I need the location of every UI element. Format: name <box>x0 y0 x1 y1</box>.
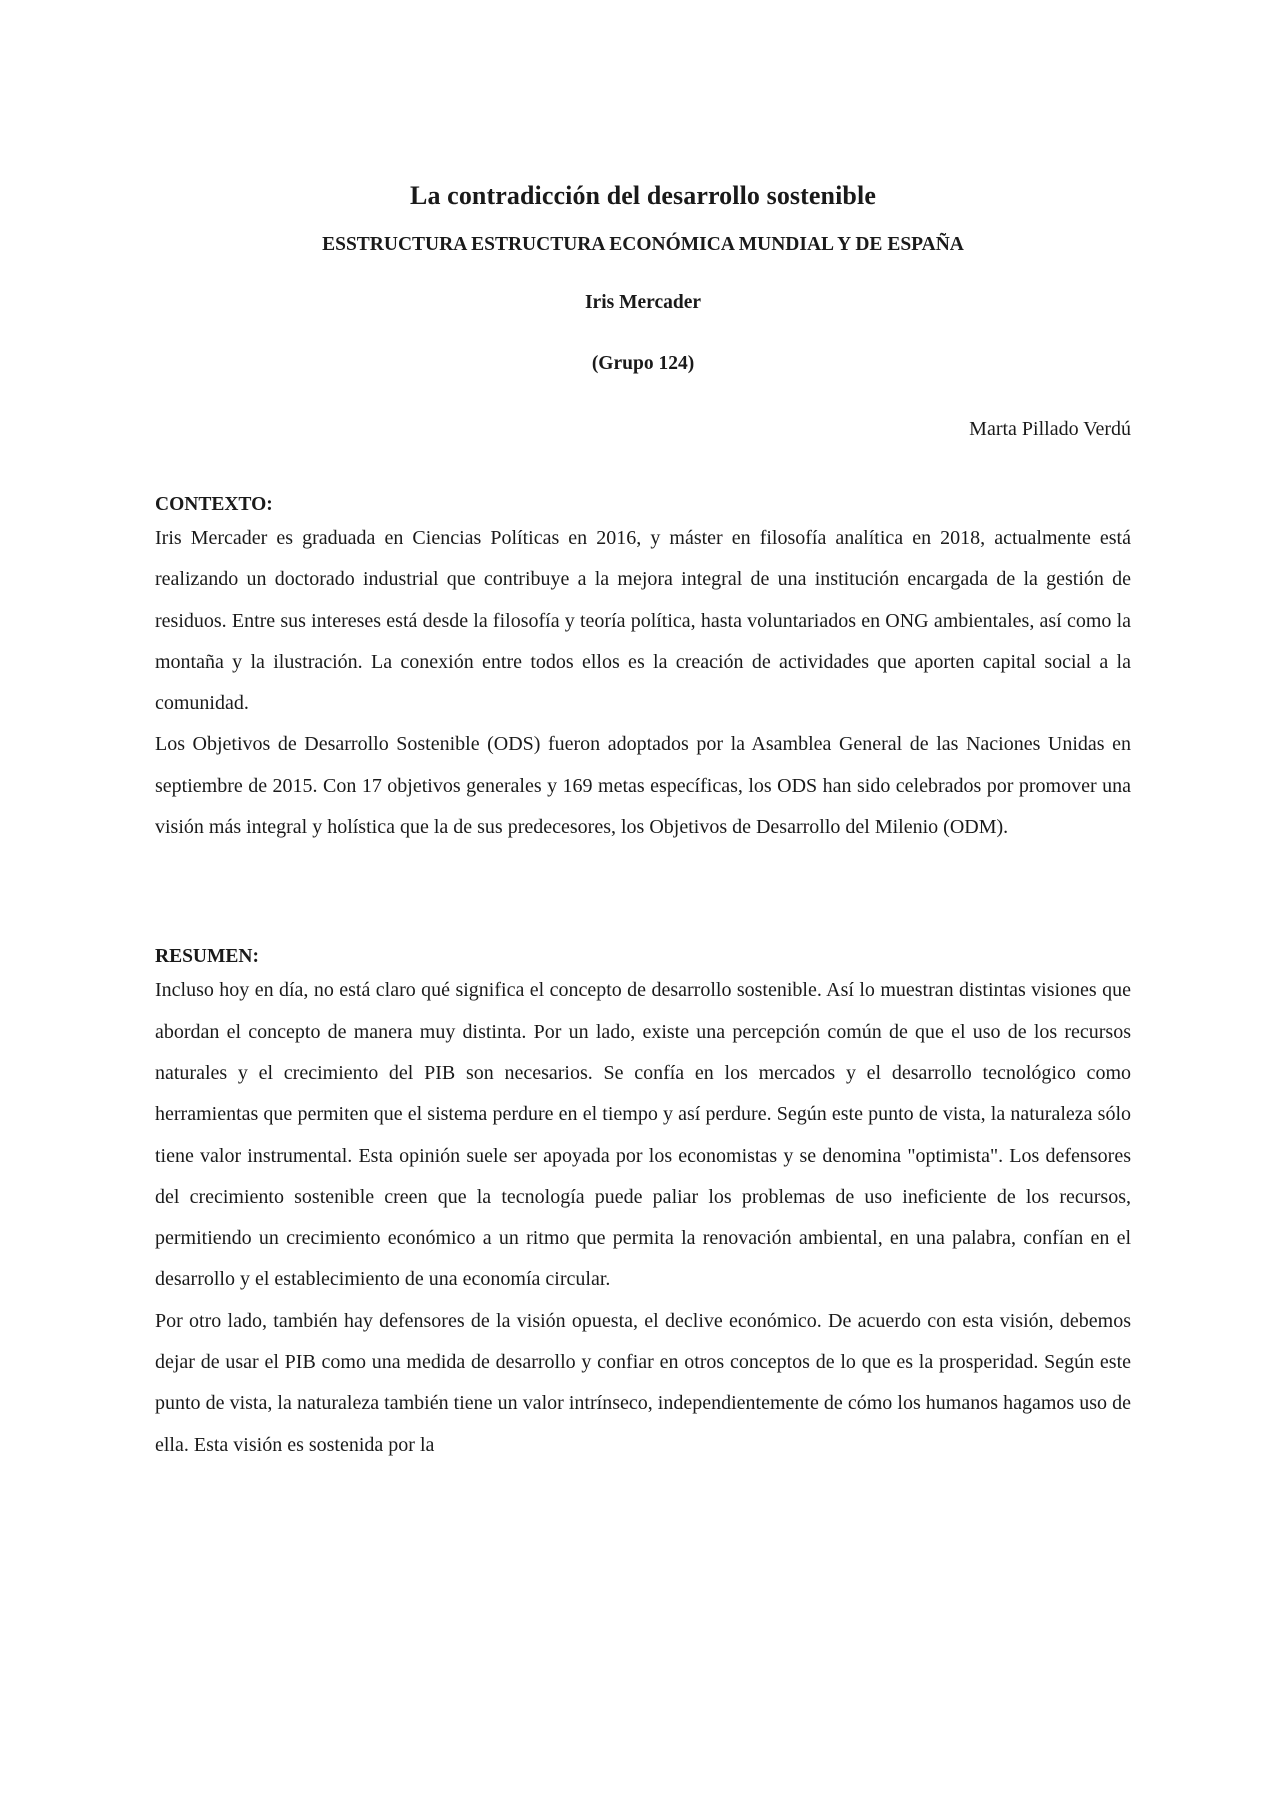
contexto-paragraph-1: Iris Mercader es graduada en Ciencias Políticas en 2016, y máster en filosofía analítica en 2018, actualmente está realizando un doctorado industrial que contribuye a la mejora integral de una institución encargada de la gestión de residuos. Entre sus intereses está desde la filosofía y teoría política, hasta voluntariados en ONG ambientales, así como la montaña y la ilustración. La conexión entre todos ellos es la creación de actividades que aporten capital social a la comunidad. <box>155 527 1131 715</box>
section-heading-contexto: CONTEXTO: <box>155 494 273 515</box>
document-title: La contradicción del desarrollo sostenible <box>410 181 876 210</box>
document-content <box>155 178 1131 1466</box>
author-name: Iris Mercader <box>584 292 702 313</box>
group-label: (Grupo 124) <box>591 353 695 374</box>
resumen-paragraph-2: Por otro lado, también hay defensores de la visión opuesta, el declive económico. De acuerdo con esta visión, debemos dejar de usar el PIB como una medida de desarrollo y confiar en otros conceptos de lo que es la prosperidad. Según este punto de vista, la naturaleza también tiene un valor intrínseco, independientemente de cómo los humanos hagamos uso de ella. Esta visión es sostenida por la <box>155 1309 1131 1456</box>
signature-name: Marta Pillado Verdú <box>969 418 1131 440</box>
resumen-paragraph-1: Incluso hoy en día, no está claro qué significa el concepto de desarrollo sostenible. Así lo muestran distintas visiones que abordan el concepto de manera muy distinta. Por un lado, existe una percepción común de que el uso de los recursos naturales y el crecimiento del PIB son necesarios. Se confía en los mercados y el desarrollo tecnológico como herramientas que permiten que el sistema perdure en el tiempo y así perdure. Según este punto de vista, la naturaleza sólo tiene valor instrumental. Esta opinión suele ser apoyada por los economistas y se denomina "optimista". Los defensores del crecimiento sostenible creen que la tecnología puede paliar los problemas de uso ineficiente de los recursos, permitiendo un crecimiento económico a un ritmo que permita la renovación ambiental, en una palabra, confían en el desarrollo y el establecimiento de una economía circular. <box>155 979 1131 1291</box>
document-subtitle: ESSTRUCTURA ESTRUCTURA ECONÓMICA MUNDIAL Y DE ESPAÑA <box>322 234 964 255</box>
contexto-paragraph-2: Los Objetivos de Desarrollo Sostenible (ODS) fueron adoptados por la Asamblea General de las Naciones Unidas en septiembre de 2015. Con 17 objetivos generales y 169 metas específicas, los ODS han sido celebrados por promover una visión más integral y holística que la de sus predecesores, los Objetivos de Desarrollo del Milenio (ODM). <box>155 733 1131 839</box>
section-heading-resumen: RESUMEN: <box>155 946 260 968</box>
